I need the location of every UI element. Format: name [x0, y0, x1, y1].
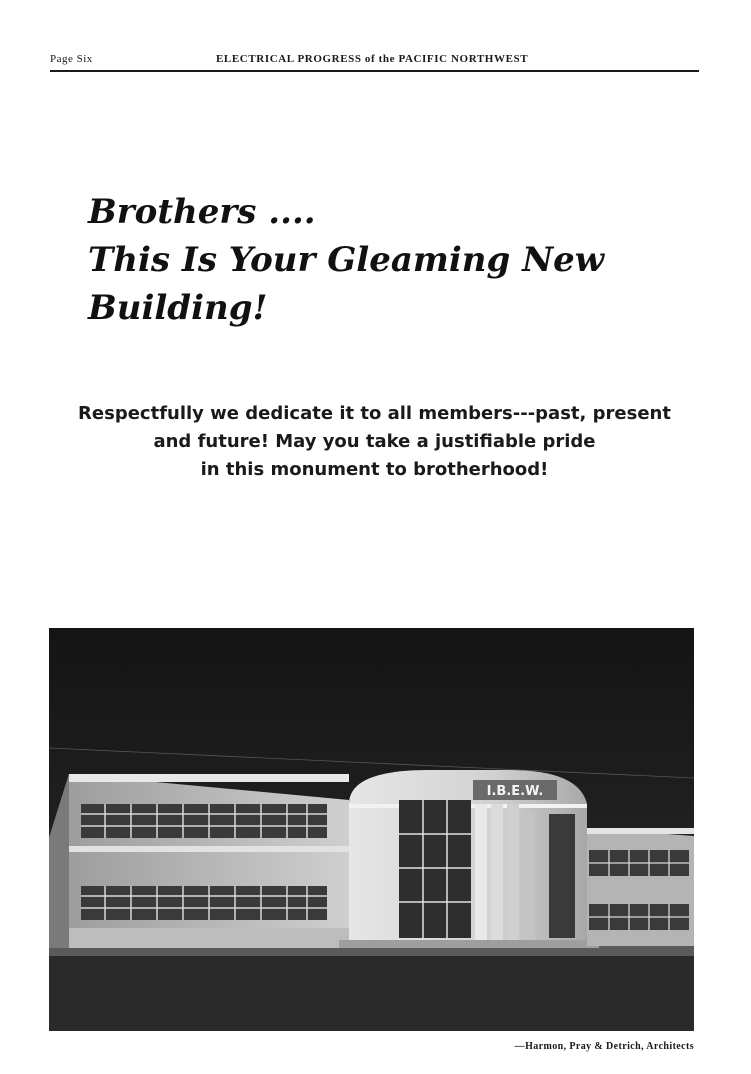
- dedication-text: [50, 400, 699, 484]
- page-number: Page Six: [50, 53, 93, 65]
- running-head: [50, 50, 699, 72]
- headline-line-2: This Is Your Gleaming New Building!: [88, 240, 605, 328]
- street: [49, 950, 694, 1031]
- entrance-tower: [339, 770, 599, 948]
- headline: [88, 188, 751, 332]
- dedication-line-3: in this monument to brotherhood!: [200, 459, 549, 480]
- dedication-line-1: Respectfully we dedicate it to all members---past, present: [78, 403, 671, 424]
- building-illustration: [49, 628, 694, 1031]
- headline-line-1: Brothers ....: [88, 192, 316, 232]
- left-wing: [49, 774, 349, 948]
- building-sign: I.B.E.W.: [486, 784, 544, 799]
- architect-credit: —Harmon, Pray & Detrich, Architects: [514, 1041, 694, 1052]
- dedication-line-2: and future! May you take a justifiable pride: [153, 431, 596, 452]
- right-wing: [587, 828, 694, 946]
- building-photograph: [49, 628, 694, 1031]
- publication-title: ELECTRICAL PROGRESS of the PACIFIC NORTHWEST: [216, 53, 529, 65]
